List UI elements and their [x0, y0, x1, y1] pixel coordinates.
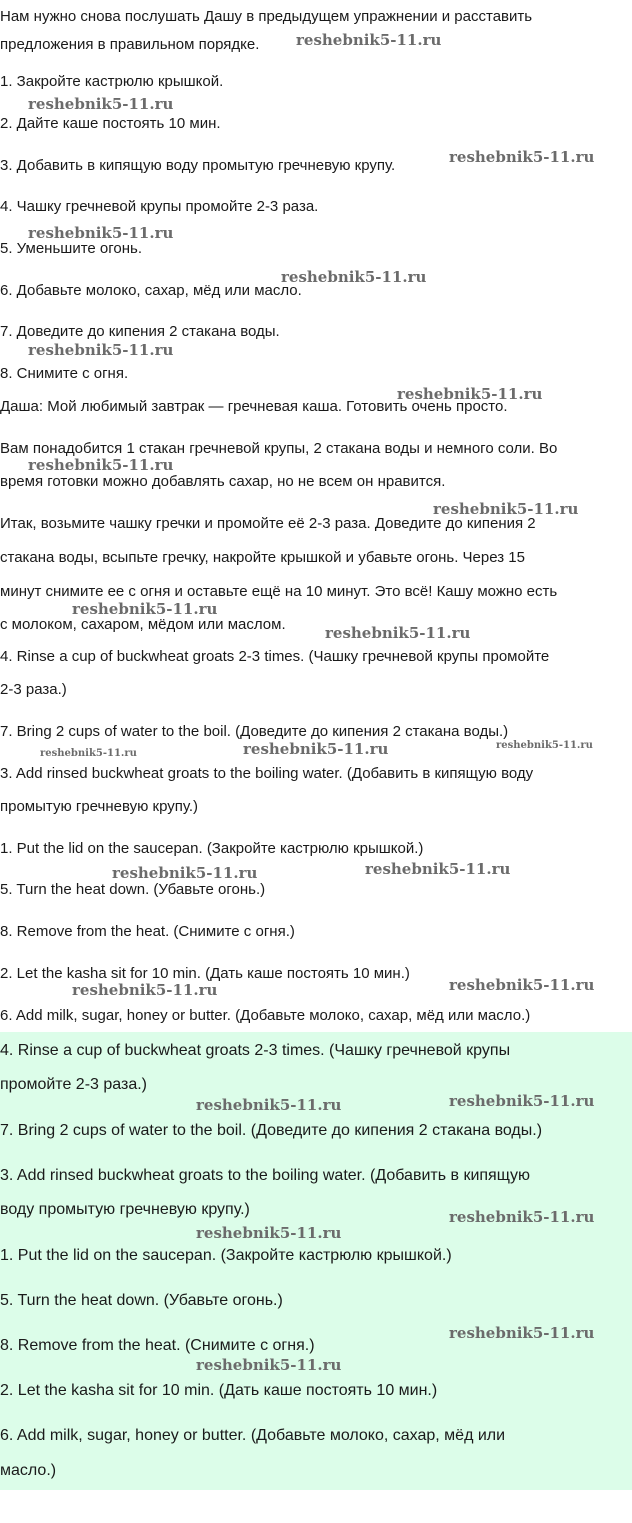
answer-line: 1. Put the lid on the saucepan. (Закройте кастрюлю крышкой.) [0, 1247, 452, 1264]
watermark: reshebnik5-11.ru [449, 148, 595, 166]
answer-line: 7. Bring 2 cups of water to the boil. (Доведите до кипения 2 стакана воды.) [0, 1122, 543, 1139]
watermark: reshebnik5-11.ru [496, 740, 593, 751]
answer-line: промойте 2-3 раза.) [0, 1076, 147, 1093]
watermark: reshebnik5-11.ru [28, 224, 174, 242]
watermark: reshebnik5-11.ru [196, 1096, 342, 1114]
watermark: reshebnik5-11.ru [28, 341, 174, 359]
watermark: reshebnik5-11.ru [449, 1092, 595, 1110]
ordered-line: 7. Bring 2 cups of water to the boil. (Доведите до кипения 2 стакана воды.) [0, 723, 509, 740]
watermark: reshebnik5-11.ru [112, 864, 258, 882]
transcript-line: с молоком, сахаром, мёдом или маслом. [0, 616, 286, 633]
answer-block [0, 1032, 632, 1490]
ordered-line: 6. Add milk, sugar, honey or butter. (Добавьте молоко, сахар, мёд или масло.) [0, 1007, 531, 1024]
transcript-line: время готовки можно добавлять сахар, но не всем он нравится. [0, 473, 446, 490]
task-item: 8. Снимите с огня. [0, 365, 129, 382]
task-instruction: Нам нужно снова послушать Дашу в предыдущем упражнении и расставить [0, 8, 533, 25]
ordered-line: промытую гречневую крупу.) [0, 798, 199, 815]
watermark: reshebnik5-11.ru [72, 600, 218, 618]
answer-line: 2. Let the kasha sit for 10 min. (Дать каше постоять 10 мин.) [0, 1382, 438, 1399]
ordered-line: 5. Turn the heat down. (Убавьте огонь.) [0, 881, 266, 898]
transcript-line: минут снимите ее с огня и оставьте ещё на 10 минут. Это всё! Кашу можно есть [0, 583, 558, 600]
watermark: reshebnik5-11.ru [281, 268, 427, 286]
watermark: reshebnik5-11.ru [72, 981, 218, 999]
watermark: reshebnik5-11.ru [449, 1208, 595, 1226]
task-item: 7. Доведите до кипения 2 стакана воды. [0, 323, 280, 340]
transcript-line: Итак, возьмите чашку гречки и промойте её 2-3 раза. Доведите до кипения 2 [0, 515, 536, 532]
transcript-line: стакана воды, всыпьте гречку, накройте крышкой и убавьте огонь. Через 15 [0, 549, 525, 566]
watermark: reshebnik5-11.ru [40, 748, 137, 759]
answer-line: 6. Add milk, sugar, honey or butter. (Добавьте молоко, сахар, мёд или [0, 1427, 506, 1444]
ordered-line: 4. Rinse a cup of buckwheat groats 2-3 times. (Чашку гречневой крупы промойте [0, 648, 550, 665]
answer-line: 3. Add rinsed buckwheat groats to the boiling water. (Добавить в кипящую [0, 1167, 531, 1184]
watermark: reshebnik5-11.ru [28, 456, 174, 474]
watermark: reshebnik5-11.ru [433, 500, 579, 518]
answer-line: 8. Remove from the heat. (Снимите с огня.) [0, 1337, 315, 1354]
answer-line: воду промытую гречневую крупу.) [0, 1201, 250, 1218]
watermark: reshebnik5-11.ru [28, 95, 174, 113]
task-item: 3. Добавить в кипящую воду промытую гречневую крупу. [0, 157, 396, 174]
task-item: 4. Чашку гречневой крупы промойте 2-3 раза. [0, 198, 319, 215]
transcript-line: Даша: Мой любимый завтрак — гречневая каша. Готовить очень просто. [0, 398, 508, 415]
ordered-line: 2-3 раза.) [0, 681, 67, 698]
ordered-line: 1. Put the lid on the saucepan. (Закройте кастрюлю крышкой.) [0, 840, 424, 857]
task-item: 2. Дайте каше постоять 10 мин. [0, 115, 221, 132]
watermark: reshebnik5-11.ru [243, 740, 389, 758]
watermark: reshebnik5-11.ru [397, 385, 543, 403]
watermark: reshebnik5-11.ru [196, 1224, 342, 1242]
task-item: 1. Закройте кастрюлю крышкой. [0, 73, 224, 90]
ordered-line: 2. Let the kasha sit for 10 min. (Дать каше постоять 10 мин.) [0, 965, 410, 982]
answer-line: 4. Rinse a cup of buckwheat groats 2-3 times. (Чашку гречневой крупы [0, 1042, 511, 1059]
ordered-line: 3. Add rinsed buckwheat groats to the boiling water. (Добавить в кипящую воду [0, 765, 534, 782]
task-instruction: предложения в правильном порядке. [0, 36, 260, 53]
answer-line: масло.) [0, 1462, 57, 1479]
answer-line: 5. Turn the heat down. (Убавьте огонь.) [0, 1292, 283, 1309]
watermark: reshebnik5-11.ru [449, 976, 595, 994]
watermark: reshebnik5-11.ru [296, 31, 442, 49]
task-item: 5. Уменьшите огонь. [0, 240, 143, 257]
watermark: reshebnik5-11.ru [325, 624, 471, 642]
task-item: 6. Добавьте молоко, сахар, мёд или масло. [0, 282, 302, 299]
watermark: reshebnik5-11.ru [196, 1356, 342, 1374]
transcript-line: Вам понадобится 1 стакан гречневой крупы, 2 стакана воды и немного соли. Во [0, 440, 558, 457]
ordered-line: 8. Remove from the heat. (Снимите с огня.) [0, 923, 295, 940]
watermark: reshebnik5-11.ru [365, 860, 511, 878]
watermark: reshebnik5-11.ru [449, 1324, 595, 1342]
